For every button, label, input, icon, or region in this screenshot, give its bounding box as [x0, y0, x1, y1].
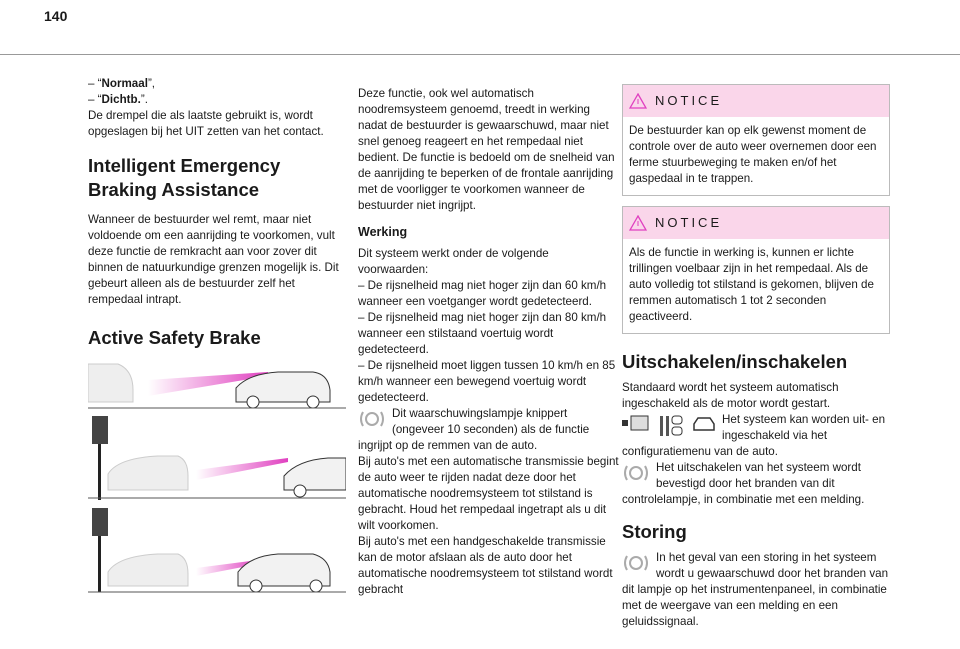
notice-title: NOTICE	[655, 93, 723, 108]
header-divider	[0, 54, 960, 55]
illustration-traffic-light-braking	[88, 506, 346, 594]
column-1	[88, 76, 346, 598]
lamp-text: Dit waarschuwingslampje knippert (ongeveer 10 seconden) als de functie ingrijpt op de remmen van de auto.	[358, 407, 590, 452]
car-settings-icon	[692, 414, 716, 434]
list-item: – “Dichtb.”.	[88, 93, 148, 106]
auto-transmission-text: Bij auto's met een automatische transmissie begint de auto weer te rijden nadat deze door het automatische noodremsysteem tot stilstand is gebracht. Houd het rempedaal ingetrapt als u dit wilt voorkomen.	[358, 455, 619, 532]
warning-triangle-icon	[629, 215, 647, 231]
option-normaal: Normaal	[101, 77, 148, 90]
manual-transmission-text: Bij auto's met een handgeschakelde transmissie kan de motor afslaan als de auto door het automatische noodremsysteem tot stilstand wordt gebracht	[358, 535, 613, 596]
asb-description: Deze functie, ook wel automatisch noodremsysteem genoemd, treedt in werking nadat de bestuurder is gewaarschuwd, maar niet snel genoeg reageert en het rempedaal niet bedient. De functie is bedoeld om de snelheid van de aanrijding te beperken of de frontale aanrijding met de voorligger te voorkomen wanneer de bestuurder niet ingrijpt.	[358, 87, 615, 212]
conditions-intro: Dit systeem werkt onder de volgende voorwaarden:	[358, 247, 549, 276]
fault-paragraph	[622, 550, 890, 630]
heading-werking: Werking	[358, 225, 408, 239]
notice-box	[622, 84, 890, 196]
notice-box	[622, 206, 890, 334]
notice-text: De bestuurder kan op elk gewenst moment de controle over de auto weer overnemen door een ferme stuurbeweging te maken en/of het gaspedaal in te trappen.	[629, 124, 877, 185]
illustration-traffic-light-stationary	[88, 414, 346, 502]
notice-text: Als de functie in werking is, kunnen er lichte trillingen voelbaar zijn in het rempedaal. Als de auto volledig tot stilstand is gekomen, blijven de remmen automatisch 1 tot 2 seconden geactiveerd.	[629, 246, 874, 323]
lamp-paragraph	[358, 406, 620, 454]
list-item: – “Normaal”,	[88, 77, 156, 90]
menu-paragraph	[622, 412, 890, 460]
notice-title: NOTICE	[655, 215, 723, 230]
heading-storing: Storing	[622, 521, 687, 542]
warning-triangle-icon	[629, 93, 647, 109]
heading-asb: Active Safety Brake	[88, 327, 261, 348]
fault-text: In het geval van een storing in het systeem wordt u gewaarschuwd door het branden van dit lampje op het instrumentenpaneel, in combinatie met de weergave van een melding en een geluidssignaal.	[622, 551, 889, 628]
condition-item: – De rijsnelheid mag niet hoger zijn dan 80 km/h wanneer een stilstaand voertuig wordt gedetecteerd.	[358, 311, 607, 356]
brake-warning-lamp-icon	[358, 408, 386, 430]
condition-item: – De rijsnelheid mag niet hoger zijn dan 60 km/h wanneer een voetganger wordt gedetecteerd.	[358, 279, 607, 308]
menu-text: Het systeem kan worden uit- en ingeschakeld via het configuratiemenu van de auto.	[622, 413, 886, 458]
intro-text: De drempel die als laatste gebruikt is, wordt opgeslagen bij het UIT zetten van het contact.	[88, 109, 324, 138]
settings-sliders-icon	[658, 414, 684, 438]
column-2	[358, 86, 620, 598]
page-number: 140	[44, 8, 68, 24]
ieba-text: Wanneer de bestuurder wel remt, maar niet voldoende om een aanrijding te voorkomen, vult deze functie de remkracht aan voor zover dit binnen de natuurkundige grenzen mogelijk is. Dit gebeurt alleen als de bestuurder zelf het rempedaal intrapt.	[88, 213, 339, 306]
option-dichtb: Dichtb.	[101, 93, 141, 106]
screen-menu-icon	[622, 414, 650, 432]
system-off-lamp-icon	[622, 462, 650, 484]
heading-iebа: Intelligent Emergency Braking Assistance	[88, 155, 281, 200]
default-text: Standaard wordt het systeem automatisch ingeschakeld als de motor wordt gestart.	[622, 381, 839, 410]
column-3	[622, 84, 890, 630]
illustration-car-following	[88, 360, 346, 410]
condition-item: – De rijsnelheid moet liggen tussen 10 km/h en 85 km/h wanneer een bewegend voertuig wordt gedetecteerd.	[358, 359, 616, 404]
fault-lamp-icon	[622, 552, 650, 574]
off-text: Het uitschakelen van het systeem wordt bevestigd door het branden van dit controlelampje, in combinatie met een melding.	[622, 461, 865, 506]
heading-uitschakelen: Uitschakelen/inschakelen	[622, 351, 848, 372]
off-paragraph	[622, 460, 890, 508]
